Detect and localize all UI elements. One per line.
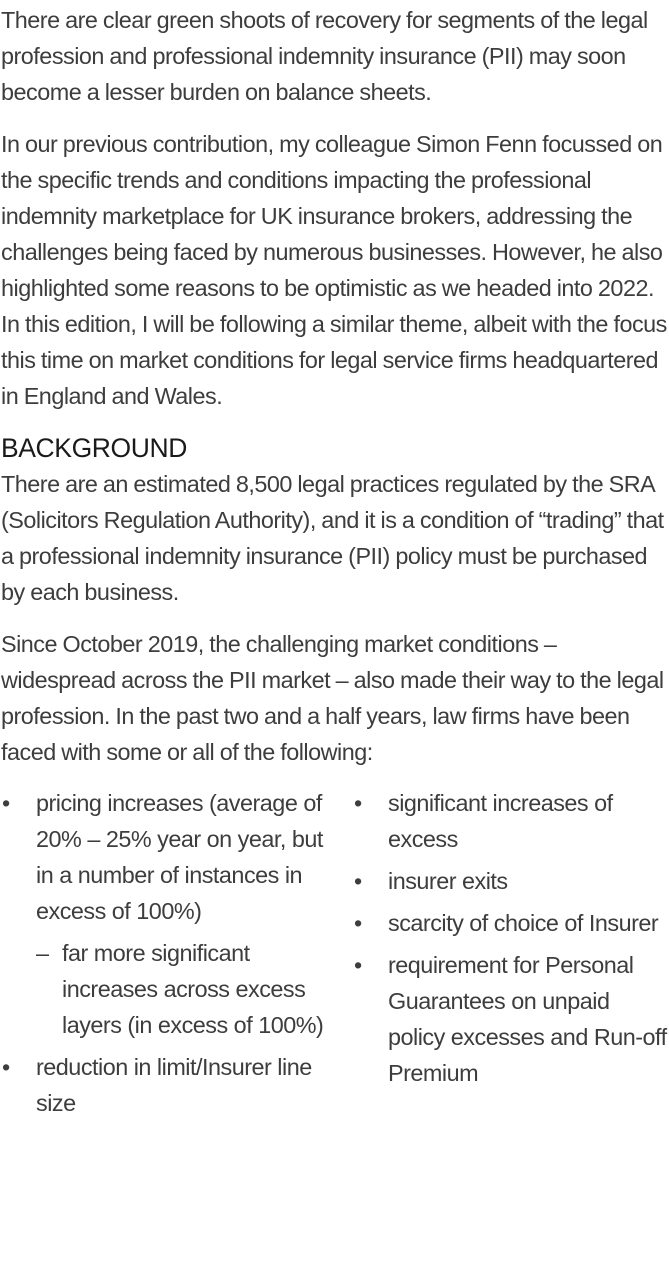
market-conditions-paragraph: Since October 2019, the challenging market conditions – widespread across the PII market – also made their way to the legal profession. In the past two and a half years, law firms have been faced with some or all of the following: (1, 631, 664, 765)
list-item (351, 947, 669, 1091)
list-item (1, 785, 351, 1043)
sub-list-item-text: far more significant increases across excess layers (in excess of 100%) (62, 940, 324, 1038)
legal-practices-paragraph: There are an estimated 8,500 legal practices regulated by the SRA (Solicitors Regulation Authority), and it is a condition of “trading” that a professional indemnity insurance (PII) policy must be purchased by each business. (1, 471, 664, 605)
bullet-icon: • (2, 1054, 10, 1080)
bullet-icon: • (354, 910, 362, 936)
list-item (351, 863, 669, 899)
section-heading: BACKGROUND (1, 433, 187, 463)
list-item (351, 785, 669, 857)
list-item-text: insurer exits (388, 868, 508, 894)
conditions-list-right-column (351, 785, 669, 1127)
bullet-icon: • (354, 790, 362, 816)
bullet-icon: • (354, 868, 362, 894)
list-item (1, 1049, 351, 1121)
list-item-text: significant increases of excess (388, 790, 613, 852)
previous-contribution-paragraph: In our previous contribution, my colleague Simon Fenn focussed on the specific trends and conditions impacting the professional indemnity marketplace for UK insurance brokers, addressing the challenges being faced by numerous businesses. However, he also highlighted some reasons to be optimistic as we headed into 2022. In this edition, I will be following a similar theme, albeit with the focus this time on market conditions for legal service firms headquartered in England and Wales. (1, 131, 667, 409)
article-body (0, 2, 669, 1127)
dash-icon: – (36, 940, 49, 966)
list-item (351, 905, 669, 941)
conditions-list (1, 785, 669, 1127)
list-item-text: reduction in limit/Insurer line size (36, 1054, 312, 1116)
list-item-text: scarcity of choice of Insurer (388, 910, 659, 936)
conditions-list-left-column (1, 785, 351, 1127)
list-item-text: requirement for Personal Guarantees on unpaid policy excesses and Run-off Premium (388, 952, 667, 1086)
bullet-icon: • (354, 952, 362, 978)
bullet-icon: • (2, 790, 10, 816)
list-item-text: pricing increases (average of 20% – 25% year on year, but in a number of instances in excess of 100%) (36, 790, 323, 924)
sub-list (36, 935, 325, 1043)
sub-list-item (36, 935, 325, 1043)
intro-paragraph: There are clear green shoots of recovery for segments of the legal profession and professional indemnity insurance (PII) may soon become a lesser burden on balance sheets. (1, 7, 648, 105)
